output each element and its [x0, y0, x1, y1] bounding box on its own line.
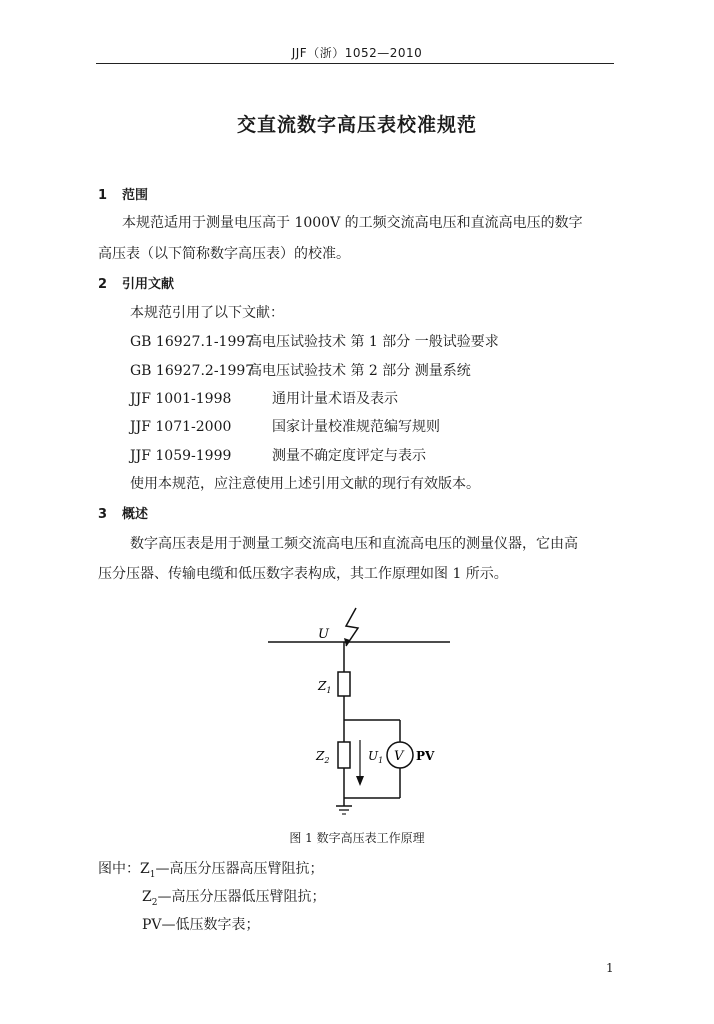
legend-symbol: PV	[142, 917, 162, 933]
figure-caption: 图 1 数字高压表工作原理	[289, 831, 425, 845]
section-2-intro: 本规范引用了以下文献：	[130, 305, 284, 321]
label-u1: $U_1$	[368, 749, 384, 765]
legend-intro: 图中：	[98, 861, 140, 877]
reference-code: JJF 1059-1999	[130, 448, 232, 464]
label-v: V	[394, 749, 404, 764]
section-1-heading	[98, 184, 148, 203]
reference-title: 通用计量术语及表示	[272, 391, 398, 407]
section-1-para-line1: 本规范适用于测量电压高于 1000V 的工频交流高电压和直流高电压的数字	[122, 215, 583, 231]
z1-resistor	[338, 672, 350, 696]
circuit-diagram	[260, 600, 460, 820]
section-3-para-line2: 压分压器、传输电缆和低压数字表构成，其工作原理如图 1 所示。	[98, 566, 508, 582]
z2-resistor	[338, 742, 350, 768]
reference-code: GB 16927.1-1997	[130, 334, 255, 350]
section-title: 引用文献	[122, 277, 175, 292]
section-number: 2	[98, 277, 108, 292]
header-rule	[96, 63, 614, 64]
label-z1: $Z_1$	[318, 679, 332, 695]
reference-item	[130, 360, 471, 380]
label-pv: PV	[416, 749, 435, 763]
reference-code: GB 16927.2-1997	[130, 363, 255, 379]
reference-title: 国家计量校准规范编写规则	[272, 419, 440, 435]
reference-item	[130, 388, 398, 408]
legend-line	[142, 914, 260, 934]
section-title: 范围	[122, 188, 149, 203]
reference-title: 高电压试验技术 第 2 部分 测量系统	[248, 363, 471, 379]
legend-symbol: Z	[142, 889, 152, 905]
reference-item	[130, 445, 426, 465]
section-number: 1	[98, 188, 108, 203]
u1-arrow-head	[356, 776, 364, 786]
label-u: U	[318, 627, 329, 642]
legend-subscript: 2	[151, 897, 158, 908]
section-2-closing: 使用本规范，应注意使用上述引用文献的现行有效版本。	[130, 476, 480, 492]
reference-item	[130, 416, 440, 436]
document-title: 交直流数字高压表校准规范	[236, 114, 477, 136]
legend-subscript: 1	[149, 869, 156, 880]
legend-symbol: Z	[140, 861, 150, 877]
reference-title: 高电压试验技术 第 1 部分 一般试验要求	[248, 334, 499, 350]
legend-line	[142, 886, 325, 908]
legend-text: —低压数字表；	[161, 917, 260, 933]
reference-title: 测量不确定度评定与表示	[272, 448, 426, 464]
legend-text: —高压分压器高压臂阻抗；	[155, 861, 324, 877]
section-number: 3	[98, 507, 108, 522]
section-1-para-line2: 高压表（以下简称数字高压表）的校准。	[98, 246, 350, 262]
document-header: JJF（浙）1052—2010	[291, 46, 423, 60]
label-z2: $Z_2$	[316, 749, 330, 765]
section-3-para-line1: 数字高压表是用于测量工频交流高电压和直流高电压的测量仪器，它由高	[130, 536, 578, 552]
page-number: 1	[606, 961, 614, 975]
section-3-heading	[98, 503, 148, 522]
reference-item	[130, 331, 499, 351]
reference-code: JJF 1001-1998	[130, 391, 232, 407]
reference-code: JJF 1071-2000	[130, 419, 232, 435]
legend-line	[98, 858, 323, 880]
section-title: 概述	[122, 507, 149, 522]
legend-text: —高压分压器低压臂阻抗；	[157, 889, 326, 905]
section-2-heading	[98, 273, 174, 292]
